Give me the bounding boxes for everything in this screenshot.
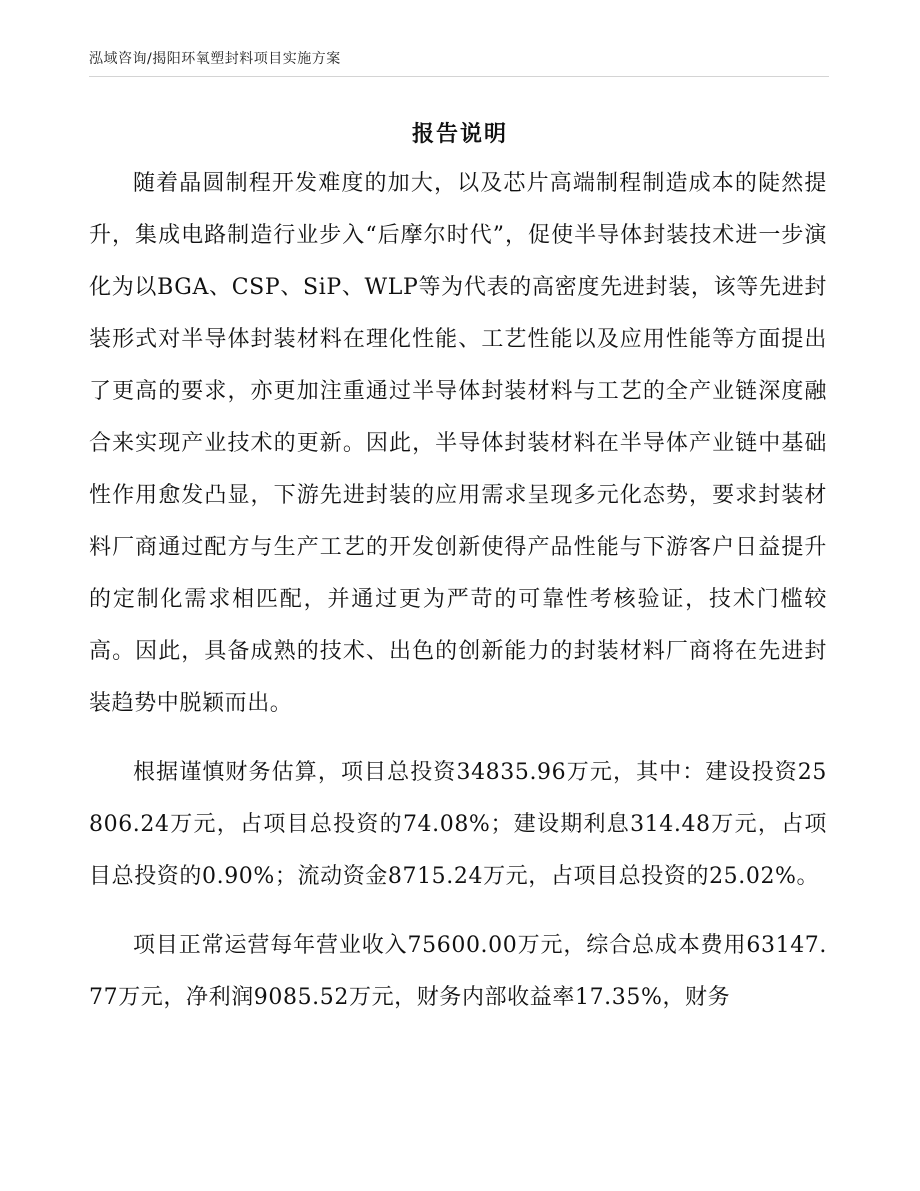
report-body — [89, 158, 827, 1041]
paragraph-operations: 项目正常运营每年营业收入75600.00万元，综合总成本费用63147.77万元，净利润9085.52万元，财务内部收益率17.35%，财务 — [89, 933, 827, 1010]
paragraph-background: 随着晶圆制程开发难度的加大，以及芯片高端制程制造成本的陡然提升，集成电路制造行业步入“后摩尔时代”，促使半导体封装技术进一步演化为以BGA、CSP、SiP、WLP等为代表的高密度先进封装，该等先进封装形式对半导体封装材料在理化性能、工艺性能以及应用性能等方面提出了更高的要求，亦更加注重通过半导体封装材料与工艺的全产业链深度融合来实现产业技术的更新。因此，半导体封装材料在半导体产业链中基础性作用愈发凸显，下游先进封装的应用需求呈现多元化态势，要求封装材料厂商通过配方与生产工艺的开发创新使得产品性能与下游客户日益提升的定制化需求相匹配，并通过更为严苛的可靠性考核验证，技术门槛较高。因此，具备成熟的技术、出色的创新能力的封装材料厂商将在先进封装趋势中脱颖而出。 — [89, 171, 827, 716]
running-header: 泓域咨询/揭阳环氧塑封料项目实施方案 — [89, 51, 341, 67]
report-title: 报告说明 — [411, 122, 508, 147]
header-divider — [89, 76, 829, 77]
paragraph-investment: 根据谨慎财务估算，项目总投资34835.96万元，其中：建设投资25806.24万元，占项目总投资的74.08%；建设期利息314.48万元，占项目总投资的0.90%；流动资金8715.24万元，占项目总投资的25.02%。 — [89, 760, 827, 889]
